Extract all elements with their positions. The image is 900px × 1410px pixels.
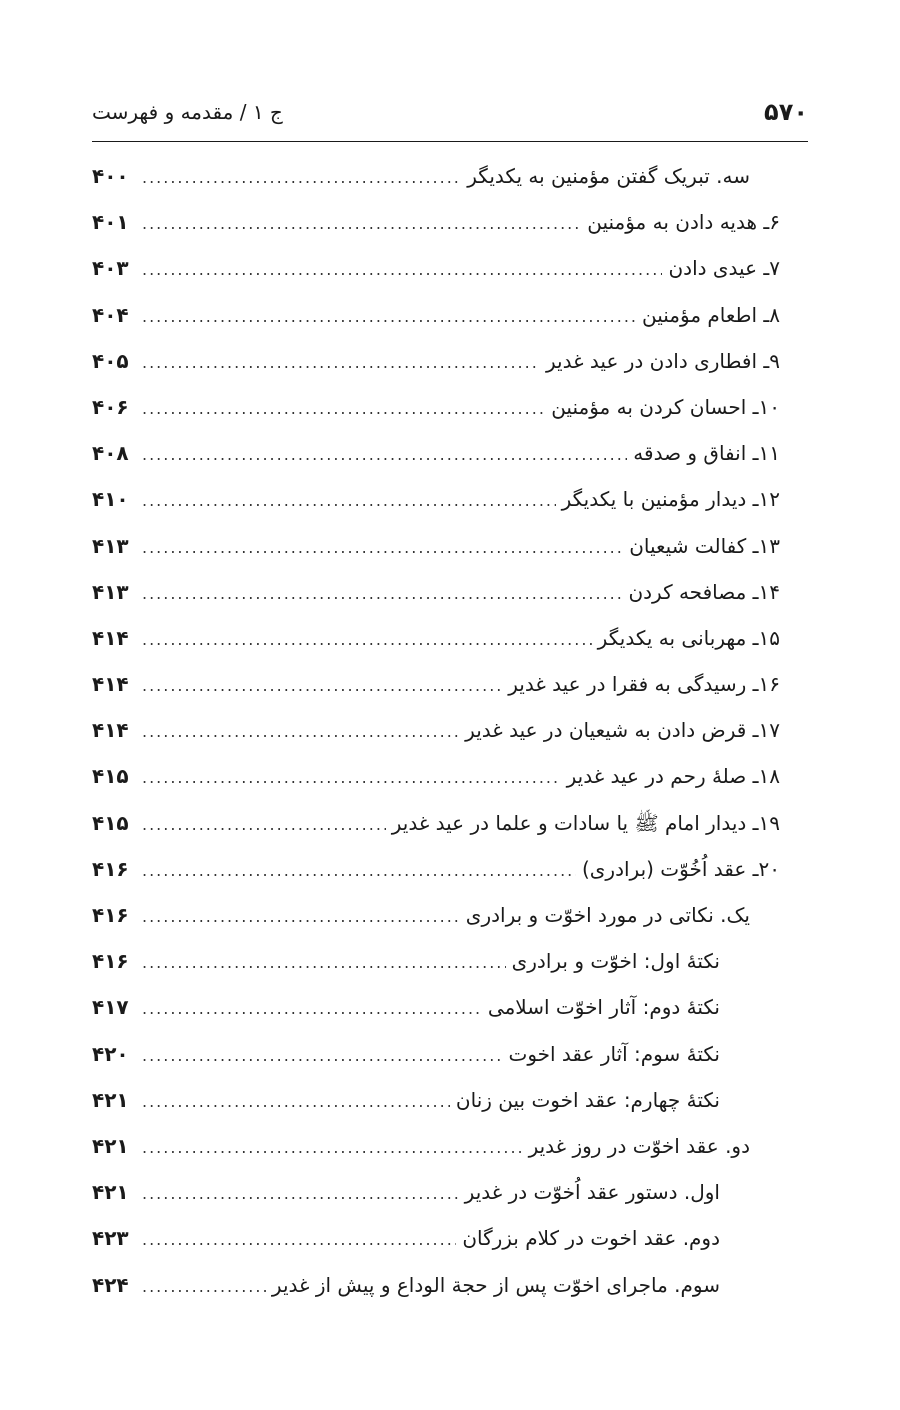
toc-entry-page: ۴۱۶ [92,903,129,927]
toc-dot-leader [142,999,482,1018]
toc-entry-page: ۴۲۱ [92,1087,129,1112]
toc-dot-leader [142,630,592,649]
toc-entry-page: ۴۰۰ [92,164,129,188]
toc-dot-leader [142,722,459,741]
toc-entry-page: ۴۲۱ [92,1180,129,1205]
toc-entry [92,1273,780,1319]
toc-entry-title: نکتهٔ اول: اخوّت و برادری [511,949,720,974]
toc-entry-page: ۴۰۱ [92,210,129,235]
toc-entry-title: ۸ـ اطعام مؤمنین [642,302,780,327]
toc-entry-title: ۱۵ـ مهربانی به یکدیگر [597,625,780,650]
toc-entry-title: نکتهٔ سوم: آثار عقد اخوت [508,1041,720,1066]
toc-dot-leader [142,584,622,603]
toc-entry-page: ۴۰۵ [92,348,129,373]
toc-dot-leader [142,445,627,464]
page-header [92,96,808,136]
toc-entry-title: ۱۷ـ قرض دادن به شیعیان در عید غدیر [465,718,780,743]
toc-entry-page: ۴۲۱ [92,1133,129,1158]
toc-entry [92,1134,780,1180]
toc-dot-leader [142,861,576,880]
toc-dot-leader [142,260,662,279]
toc-dot-leader [142,353,540,372]
toc-entry-page: ۴۱۴ [92,672,129,697]
toc-entry-page: ۴۱۶ [92,949,129,974]
toc-entry-title: دوم. عقد اخوت در کلام بزرگان [462,1226,720,1251]
toc-entry-page: ۴۱۴ [92,718,129,743]
toc-entry-title: سوم. ماجرای اخوّت پس از حجة الوداع و پیش از غدیر [271,1272,720,1297]
toc-entry-page: ۴۱۴ [92,625,129,650]
toc-entry-page: ۴۱۵ [92,810,129,835]
toc-entry [92,857,780,903]
toc-entry-title: ۱۸ـ صلهٔ رحم در عید غدیر [566,764,780,789]
toc-entry-title: ۱۶ـ رسیدگی به فقرا در عید غدیر [508,672,780,697]
toc-entry [92,441,780,487]
toc-entry [92,764,780,810]
page-number: ۵۷۰ [764,98,808,126]
toc-entry [92,534,780,580]
toc-entry-title: نکتهٔ دوم: آثار اخوّت اسلامی [487,995,720,1020]
toc-dot-leader [142,815,386,834]
running-title: ج ۱ / مقدمه و فهرست [92,100,283,124]
toc-entry-title: ۹ـ افطاری دادن در عید غدیر [546,348,780,373]
toc-entry [92,349,780,395]
toc-entry [92,580,780,626]
toc-entry-title: ۱۲ـ دیدار مؤمنین با یکدیگر [561,487,780,512]
toc-entry-title: ۱۹ـ دیدار امام ﷺ یا سادات و علما در عید غدیر [391,810,780,835]
toc-entry [92,995,780,1041]
toc-dot-leader [142,307,636,326]
toc-entry-title: یک. نکاتی در مورد اخوّت و برادری [465,903,750,927]
toc-entry [92,487,780,533]
toc-dot-leader [142,1046,502,1065]
toc-entry-title: ۱۱ـ انفاق و صدقه [633,441,780,466]
toc-entry-page: ۴۲۰ [92,1041,129,1066]
toc-entry-title: ۱۴ـ مصافحه کردن [628,579,780,604]
toc-entry-title: ۶ـ هدیه دادن به مؤمنین [587,210,780,235]
toc-dot-leader [142,1138,523,1157]
toc-entry [92,672,780,718]
toc-entry [92,210,780,256]
toc-dot-leader [142,768,561,787]
toc-entry-page: ۴۰۶ [92,394,129,419]
toc-entry-page: ۴۱۰ [92,487,129,512]
toc-dot-leader [142,676,502,695]
header-rule [92,141,808,142]
toc-dot-leader [142,1092,450,1111]
toc-entry-page: ۴۱۷ [92,995,129,1020]
toc-dot-leader [142,1230,456,1249]
toc-entry [92,164,780,210]
toc-entry [92,626,780,672]
toc-entry-page: ۴۱۳ [92,579,129,604]
toc-entry [92,949,780,995]
toc-entry [92,811,780,857]
toc-entry-page: ۴۱۵ [92,764,129,789]
toc-entry [92,395,780,441]
toc-entry-title: ۱۳ـ کفالت شیعیان [629,533,780,558]
toc-entry-page: ۴۲۴ [92,1272,129,1297]
toc-entry-title: اول. دستور عقد اُخوّت در غدیر [464,1180,720,1205]
toc-entry-title: سه. تبریک گفتن مؤمنین به یکدیگر [467,164,750,188]
toc-entry [92,256,780,302]
toc-entry-page: ۴۱۶ [92,856,129,881]
toc-entry-title: ۷ـ عیدی دادن [668,256,780,281]
toc-dot-leader [142,1277,266,1296]
toc-entry [92,1088,780,1134]
toc-entry [92,1180,780,1226]
toc-dot-leader [142,953,506,972]
toc-dot-leader [142,399,545,418]
toc-entry-page: ۴۱۳ [92,533,129,558]
toc-entry-title: نکتهٔ چهارم: عقد اخوت بین زنان [455,1087,720,1112]
toc-entry [92,1226,780,1272]
toc-dot-leader [142,1184,459,1203]
toc-entry [92,303,780,349]
toc-entry-page: ۴۰۸ [92,441,129,466]
toc-dot-leader [142,168,461,187]
toc-dot-leader [142,907,460,926]
toc-dot-leader [142,491,556,510]
toc-entry-page: ۴۲۳ [92,1226,129,1251]
toc-entry [92,1042,780,1088]
toc-entry [92,718,780,764]
toc-entry-title: ۲۰ـ عقد اُخُوّت (برادری) [581,856,780,881]
toc-dot-leader [142,214,581,233]
toc-dot-leader [142,538,623,557]
table-of-contents [92,164,780,1319]
toc-entry-page: ۴۰۴ [92,302,129,327]
toc-entry-title: ۱۰ـ احسان کردن به مؤمنین [551,394,780,419]
toc-entry [92,903,780,949]
toc-entry-title: دو. عقد اخوّت در روز غدیر [528,1133,750,1158]
toc-entry-page: ۴۰۳ [92,256,129,281]
